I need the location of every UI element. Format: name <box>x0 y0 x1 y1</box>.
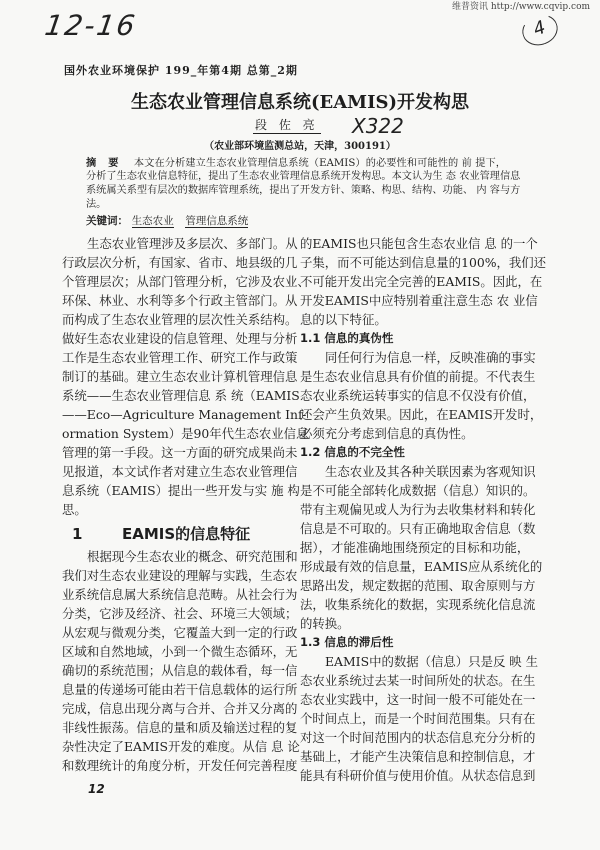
abstract-line: 系统属关系型有层次的数据库管理系统，提出了开发方针、策略、构思、结构、功能、 内 容与方 <box>86 185 521 196</box>
affiliation: （农业部环境监测总站，天津，300191） <box>204 141 396 152</box>
body-line: 工作是生态农业管理工作、研究工作与政策 <box>62 350 298 365</box>
body-line: 做好生态农业建设的信息管理、处理与分析 <box>62 331 298 346</box>
keyword: 生态农业 <box>131 215 174 227</box>
abstract-label: 摘要 <box>86 157 131 169</box>
body-line: 开发EAMIS中应特别着重注意生态 农 业信 <box>300 293 538 308</box>
body-line: 分类，它涉及经济、社会、环境三大领域； <box>62 606 298 621</box>
keyword: 管理信息系统 <box>185 215 249 227</box>
body-line: 完成，信息出现分离与合并、合并又分离的 <box>62 701 298 716</box>
body-line: 信息是不可取的。只有正确地取舍信息（数 <box>300 521 536 536</box>
body-line: 息量的传递场可能由若干信息载体的运行所 <box>62 682 298 697</box>
section-title: EAMIS的信息特征 <box>122 525 251 543</box>
body-line: 是不可能全部转化成数据（信息）知识的。 <box>300 483 536 498</box>
subsection-heading-1-3: 1.3 信息的滞后性 <box>300 635 394 649</box>
page-number: 12 <box>88 782 105 796</box>
abstract-line <box>86 156 506 170</box>
right-column <box>300 234 547 785</box>
body-line: EAMIS中的数据（信息）只是反 映 生 <box>325 654 539 669</box>
body-line: 不可能开发出完全完善的EAMIS。因此，在 <box>300 274 543 289</box>
abstract-line: 分析了生态农业信息特征，提出了生态农业管理信息系统开发构思。本文认为生 态 农业管理信息 <box>86 171 521 182</box>
left-column <box>62 234 310 775</box>
journal-header: 国外农业环境保护 199_年第4期 总第_2期 <box>64 64 298 77</box>
keywords <box>86 215 256 228</box>
body-line: 态农业实践中，这一时间一般不可能处在一 <box>300 692 536 707</box>
body-line: 对这一个时间范围内的状态信息充分分析的 <box>300 730 536 745</box>
body-line: 管理的第一手段。这一方面的研究成果尚未 <box>62 445 298 460</box>
keywords-label: 关键词： <box>86 215 128 227</box>
body-line: 环保、林业、水利等多个行政主管部门。从 <box>62 293 298 308</box>
body-line: 的EAMIS也只能包含生态农业信 息 的一个 <box>300 236 538 251</box>
paper-title: 生态农业管理信息系统(EAMIS)开发构思 <box>130 92 470 113</box>
body-line: 同任何行为信息一样，反映准确的事实 <box>325 350 536 365</box>
body-line: 制订的基础。建立生态农业计算机管理信息 <box>62 369 298 384</box>
body-line: 系统——生态农业管理信息 系 统（EAMIS <box>62 388 300 403</box>
body-line: 据），才能准确地围绕预定的目标和功能， <box>300 540 530 555</box>
body-line: 能具有科研价值与使用价值。从状态信息到 <box>300 768 536 783</box>
body-line: 杂性决定了EAMIS开发的难度。从信 息 论 <box>62 739 300 754</box>
body-line: 形成最有效的信息量，EAMIS应从系统化的 <box>300 559 543 574</box>
body-line: 息的以下特征。 <box>300 312 387 327</box>
body-line: 还会产生负效果。因此，在EAMIS开发时， <box>300 407 543 422</box>
section-number: 1 <box>72 525 83 543</box>
body-line: 带有主观偏见或人为行为去收集材料和转化 <box>300 502 536 517</box>
section-heading-1 <box>62 519 285 547</box>
author: 段 佐 亮 <box>255 118 319 132</box>
body-line: 确切的系统范围；从信息的载体看，每一信 <box>62 663 298 678</box>
body-line: 的转换。 <box>300 616 350 631</box>
handwritten-circle-mark: 4 <box>518 10 562 51</box>
body-line: 行政层次分析，有国家、省市、地县级的几 <box>62 255 298 270</box>
body-line: 态农业系统过去某一时间所处的状态。在生 <box>300 673 536 688</box>
body-line: 是生态农业信息具有价值的前提。不代表生 <box>300 369 536 384</box>
body-line: 法，收集系统化的数据，实现系统化信息流 <box>300 597 536 612</box>
body-line: 基础上，才能产生决策信息和控制信息，才 <box>300 749 536 764</box>
subsection-heading-1-1: 1.1 信息的真伪性 <box>300 331 394 345</box>
body-line: ——Eco—Agriculture Management Inf- <box>62 407 307 422</box>
body-line: 子集，而不可能达到信息量的100%，我们还 <box>300 255 547 270</box>
body-line: 个管理层次；从部门管理分析，它涉及农业、 <box>62 274 310 289</box>
body-line: 见报道，本文试作者对建立生态农业管理信 <box>62 464 298 479</box>
handwritten-page-range: 12-16 <box>42 9 139 42</box>
body-line: 思路出发，规定数据的范围、取舍原则与方 <box>300 578 536 593</box>
body-line: 生态农业管理涉及多层次、多部门。从 <box>87 236 298 251</box>
body-line: 和数理统计的角度分析，开发任何完善程度 <box>62 758 298 773</box>
body-line: 业系统信息属大系统信息范畴。从社会行为 <box>62 587 298 602</box>
abstract-text: 本文在分析建立生态农业管理信息系统（EAMIS）的必要性和可能性的 前 提下， <box>133 158 506 169</box>
subsection-heading-1-2: 1.2 信息的不完全性 <box>300 445 405 459</box>
body-line: 从宏观与微观分类，它覆盖大到一定的行政 <box>62 625 298 640</box>
body-line: 非线性振荡。信息的量和质及输送过程的复 <box>62 720 298 735</box>
abstract <box>86 156 521 212</box>
body-line: 思。 <box>62 502 87 517</box>
handwritten-classification-code: X322 <box>352 114 404 138</box>
body-line: 我们对生态农业建设的理解与实践，生态农 <box>62 568 298 583</box>
abstract-line: 法。 <box>86 199 107 210</box>
body-line: 必须充分考虑到信息的真伪性。 <box>300 426 474 441</box>
body-line: 区域和自然地域，小到一个微生态循环，无 <box>62 644 298 659</box>
body-line: 态农业系统运转事实的信息不仅没有价值， <box>300 388 536 403</box>
body-line: 而构成了生态农业管理的层次性关系结构。 <box>62 312 298 327</box>
watermark: 维普资讯 http://www.cqvip.com <box>452 2 591 12</box>
body-line: 个时间点上，而是一个时间范围集。只有在 <box>300 711 536 726</box>
body-line: 息系统（EAMIS）提出一些开发与实 施 构 <box>62 483 300 498</box>
body-line: 根据现今生态农业的概念、研究范围和 <box>87 549 298 564</box>
body-line: ormation System）是90年代生态农业信息 <box>62 426 309 441</box>
body-line: 生态农业及其各种关联因素为客观知识 <box>325 464 536 479</box>
